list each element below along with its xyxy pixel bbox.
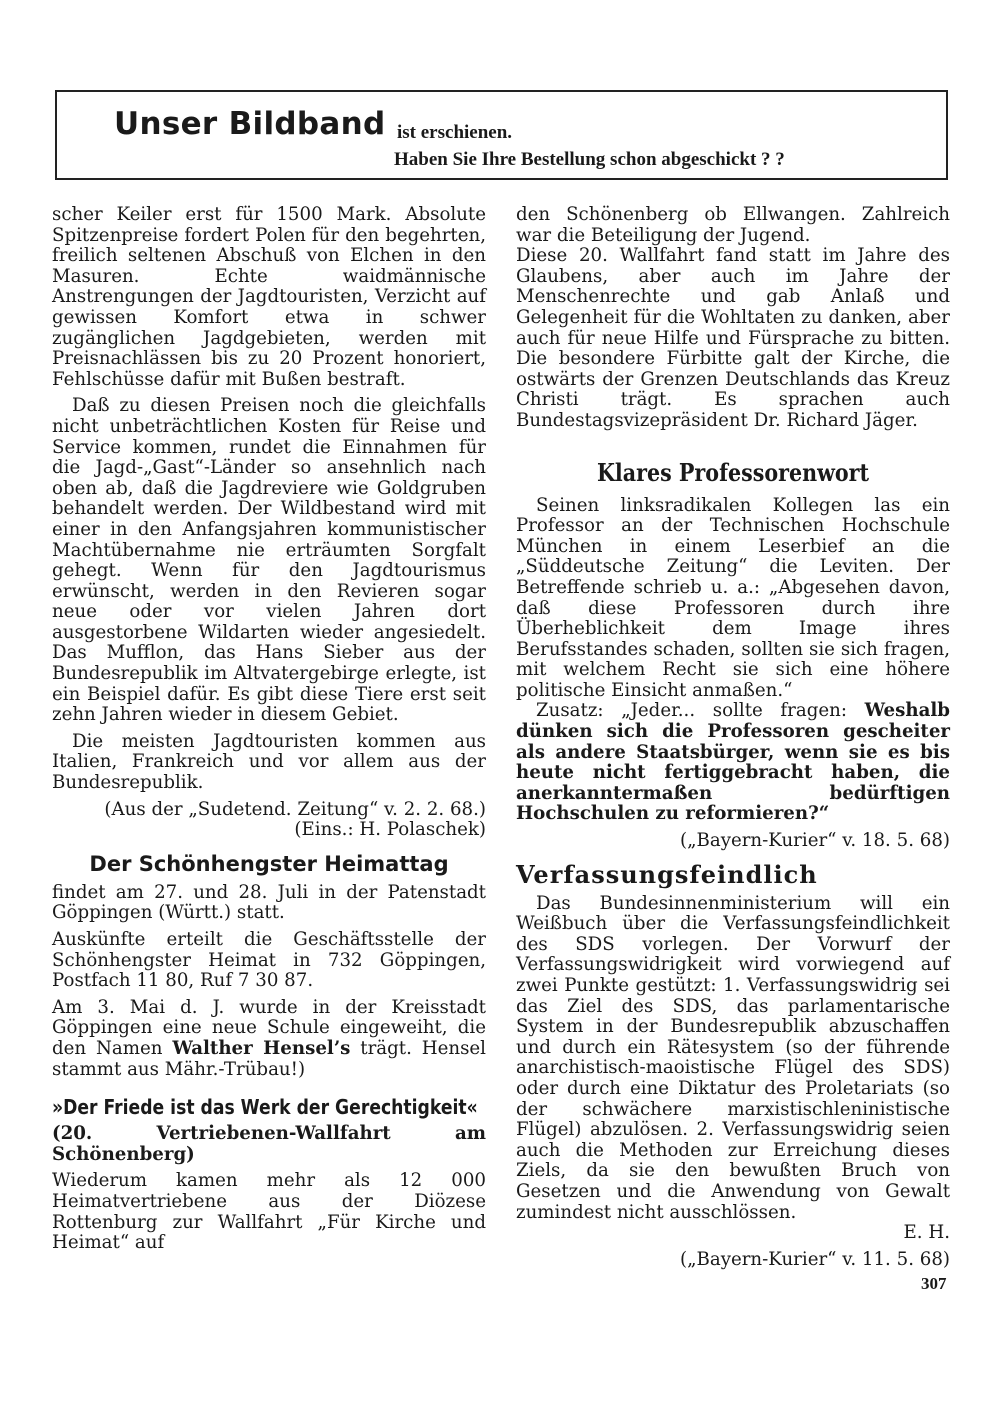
- paragraph: Auskünfte erteilt die Geschäftsstelle der Schönhengster Heimat in 732 Göppingen, Postfach 11 80, Ruf 7 30 87.: [52, 929, 486, 992]
- heading-heimattag: Der Schönhengster Heimattag: [89, 851, 449, 876]
- quote-highlight: Weshalb dünken sich die Professoren gescheiter als andere Staatsbürger, wenn sie es bis heute nicht fertiggebracht haben, die anerkanntermaßen bedürftigen Hochschulen zu reformieren?“: [516, 700, 950, 825]
- page-number: 307: [921, 1274, 947, 1293]
- paragraph: den Schönenberg ob Ellwangen. Zahlreich war die Beteiligung der Jugend.: [516, 204, 950, 246]
- right-column: [516, 205, 950, 1270]
- promo-line-1: ist erschienen.: [397, 122, 513, 143]
- paragraph: Seinen linksradikalen Kollegen las ein Professor an der Technischen Hochschule München in einem Leserbief an die „Süddeutsche Zeitung“ die Leviten. Der Betreffende schrieb u. a.: „Abgesehen davon, daß diese Professoren durch ihre Überheblichkeit dem Image ihres Berufsstandes schaden, sollten sie sich fragen, mit welchem Recht sie sich eine höhere politische Einsicht anmaßen.“: [516, 494, 950, 701]
- heading-verfassungsfeindlich: Verfassungsfeindlich: [516, 859, 818, 889]
- heading-professorenwort: Klares Professorenwort: [596, 457, 870, 487]
- paragraph: Das Bundesinnenministerium will ein Weißbuch über die Verfassungsfeindlichkeit des SDS vorlegen. Der Vorwurf der Verfassungswidrigkeit wird vorwiegend auf zwei Punkte gestützt: 1. Verfassungswidrig sei das Ziel des SDS, das parlamentarische System in der Bundesrepublik abzuschaffen und durch ein Rätesystem (so der führende anarchistisch-maoistische Flügel des SDS) oder durch eine Diktatur des Proletariats (so der schwächere marxistischleninistische Flügel) abzulösen. 2. Verfassungswidrig seien auch die Methoden zur Erreichung dieses Ziels, da sie den bewußten Bruch von Gesetzen und die Anwendung von Gewalt zumindest nicht ausschlössen.: [516, 892, 950, 1223]
- heading-friede: »Der Friede ist das Werk der Gerechtigkeit«: [52, 1095, 478, 1120]
- source-credit: (Eins.: H. Polaschek): [294, 819, 486, 841]
- paragraph: Daß zu diesen Preisen noch die gleichfalls nicht unbeträchtlichen Kosten für Reise und Service kommen, rundet die Einnahmen für die Jagd-„Gast“-Länder so ansehnlich nach oben ab, daß die Jagdreviere wie Goldgruben behandelt werden. Der Wildbestand wird mit einer in den Anfangsjahren kommunistischer Machtübernahme nie erträumten Sorgfalt gehegt. Wenn für den Jagdtourismus erwünscht, werden in den Revieren sogar neue oder vor vielen Jahren dort ausgestorbene Wildarten wieder angesiedelt. Das Mufflon, das Hans Sieber aus der Bundesrepublik im Altvatergebirge erlegte, ist ein Beispiel dafür. Es gibt diese Tiere erst seit zehn Jahren wieder in diesem Gebiet.: [52, 395, 486, 726]
- source-citation: („Bayern-Kurier“ v. 18. 5. 68): [679, 830, 950, 852]
- promo-title: Unser Bildband: [114, 106, 386, 142]
- left-column: [52, 205, 486, 1254]
- paragraph: Diese 20. Wallfahrt fand statt im Jahre des Glaubens, aber auch im Jahre der Menschenrechte und gab Anlaß und Gelegenheit für die Wohltaten zu danken, aber auch für neue Hilfe und Fürsprache zu bitten. Die besondere Fürbitte galt der Kirche, die ostwärts der Grenzen Deutschlands das Kreuz Christi trägt. Es sprachen auch Bundestagsvizepräsident Dr. Richard Jäger.: [516, 245, 950, 431]
- promo-box: [55, 90, 948, 180]
- paragraph: findet am 27. und 28. Juli in der Patenstadt Göppingen (Württ.) statt.: [52, 881, 486, 924]
- paragraph: Wiederum kamen mehr als 12 000 Heimatvertriebene aus der Diözese Rottenburg zur Wallfahrt „Für Kirche und Heimat“ auf: [52, 1170, 486, 1254]
- promo-line-2: Haben Sie Ihre Bestellung schon abgeschickt ? ?: [394, 149, 785, 170]
- name-highlight: Walther Hensel’s: [172, 1037, 351, 1059]
- signature: E. H.: [903, 1222, 950, 1244]
- paragraph: Die meisten Jagdtouristen kommen aus Italien, Frankreich und vor allem aus der Bundesrepublik.: [52, 730, 486, 794]
- paragraph-text: trägt. Hensel stammt aus Mähr.-Trübau!): [52, 1037, 486, 1080]
- paragraph-text: Zusatz: „Jeder... sollte fragen:: [536, 700, 865, 722]
- paragraph-text: Am 3. Mai d. J. wurde in der Kreisstadt Göppingen eine neue Schule eingeweiht, die den Namen: [52, 996, 486, 1059]
- paragraph: [52, 998, 486, 1080]
- source-citation: (Aus der „Sudetend. Zeitung“ v. 2. 2. 68.): [104, 798, 486, 820]
- source-citation: („Bayern-Kurier“ v. 11. 5. 68): [679, 1248, 950, 1270]
- subheading: (20. Vertriebenen-Wallfahrt am Schönenberg): [52, 1123, 486, 1165]
- paragraph: scher Keiler erst für 1500 Mark. Absolute Spitzenpreise fordert Polen für den begehrten, freilich seltenen Abschuß von Elchen in den Masuren. Echte waidmännische Anstrengungen der Jagdtouristen, Verzicht auf gewissen Komfort etwa in schwer zugänglichen Jagdgebieten, werden mit Preisnachlässen bis zu 20 Prozent honoriert, Fehlschüsse dafür mit Bußen bestraft.: [52, 204, 486, 390]
- paragraph: [516, 701, 950, 825]
